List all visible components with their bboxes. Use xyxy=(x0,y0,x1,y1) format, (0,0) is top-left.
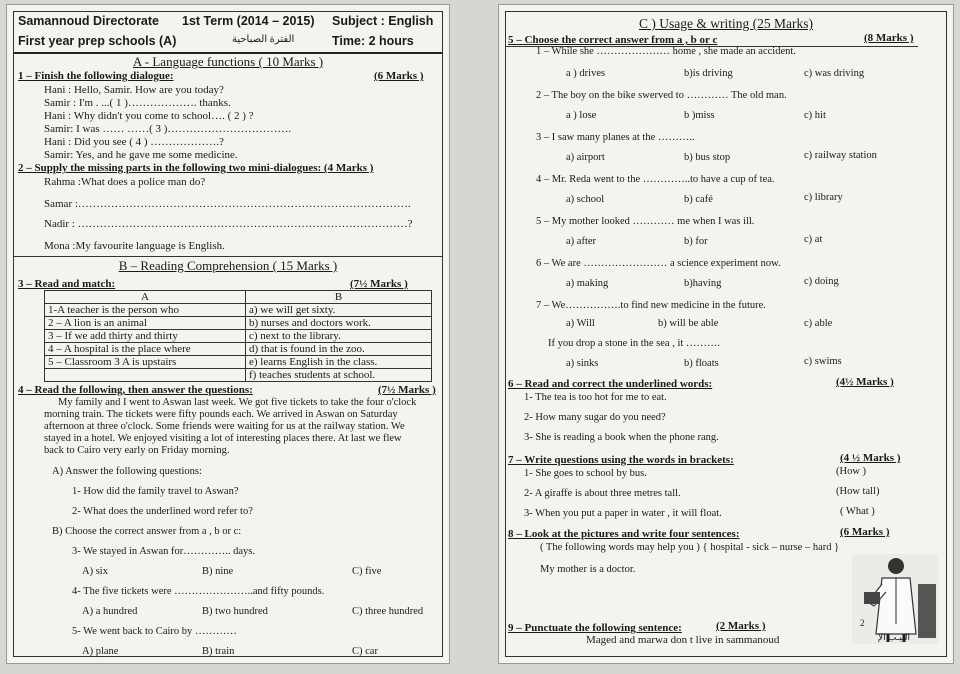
mc-question: 5- We went back to Cairo by ………… xyxy=(72,626,237,637)
match-b-cell: f) teaches students at school. xyxy=(246,369,432,382)
q7-label: 7 – Write questions using the words in brackets: xyxy=(508,454,734,466)
choice-option-c: c) library xyxy=(804,192,843,203)
q2-label: 2 – Supply the missing parts in the following two mini-dialogues: (4 Marks ) xyxy=(18,162,374,174)
choice-question: 1 – While she ………………… home , she made an accident. xyxy=(536,46,796,57)
q8-label: 8 – Look at the pictures and write four sentences: xyxy=(508,528,740,540)
dialogue-line: Samir: I was …… ……( 3 )……………………………. xyxy=(44,123,292,135)
q9-sentence: Maged and marwa don t live in sammanoud xyxy=(586,634,780,646)
dialogue-line: Hani : Why didn't you come to school…. ( 2 ) ? xyxy=(44,110,254,122)
q8-marks: (6 Marks ) xyxy=(840,526,890,538)
choice-option-c: c) able xyxy=(804,318,833,329)
footer-mark: 2 xyxy=(860,618,865,628)
mc-option-a: A) six xyxy=(82,566,108,577)
mc-option-c: C) car xyxy=(352,646,378,657)
q5-label: 5 – Choose the correct answer from a , b or c xyxy=(508,34,718,46)
match-col-a-header: A xyxy=(45,291,246,304)
choice-option-a: a) Will xyxy=(566,318,595,329)
mini-dialogue-line: Mona :My favourite language is English. xyxy=(44,240,225,252)
match-a-cell: 5 – Classroom 3 A is upstairs xyxy=(45,356,246,369)
match-a-cell: 2 – A lion is an animal xyxy=(45,317,246,330)
match-a-cell-empty xyxy=(45,369,246,382)
choice-question: 4 – Mr. Reda went to the …………..to have a cup of tea. xyxy=(536,174,775,185)
choice-option-a: a ) lose xyxy=(566,110,597,121)
choice-option-c: c) railway station xyxy=(804,150,877,161)
choice-option-b: b) will be able xyxy=(658,318,719,329)
question-sentence: 2- A giraffe is about three metres tall. xyxy=(524,488,681,499)
q3-marks: (7½ Marks ) xyxy=(350,278,408,290)
choice-question: 2 – The boy on the bike swerved to ………… The old man. xyxy=(536,90,787,101)
q6-marks: (4½ Marks ) xyxy=(836,376,894,388)
mc-option-c: C) three hundred xyxy=(352,606,424,617)
part-b-label: B) Choose the correct answer from a , b or c: xyxy=(52,526,242,537)
q8-hint: ( The following words may help you ) { hospital - sick – nurse – hard } xyxy=(540,542,840,553)
footer-arabic: التيـب الإ xyxy=(878,632,911,642)
match-table xyxy=(44,290,432,382)
arabic-period: الفترة الصباحية xyxy=(232,34,295,45)
choice-option-a: a) after xyxy=(566,236,597,247)
mc-question: 3- We stayed in Aswan for………….. days. xyxy=(72,546,255,557)
match-b-cell: a) we will get sixty. xyxy=(246,304,432,317)
choice-option-a: a) making xyxy=(566,278,609,289)
choice-question: 6 – We are …………………… a science experiment now. xyxy=(536,258,781,269)
q8-example: My mother is a doctor. xyxy=(540,564,636,575)
correct-item: 3- She is reading a book when the phone rang. xyxy=(524,432,719,443)
choice-option-a: a) sinks xyxy=(566,358,599,369)
dialogue-line: Samir: Yes, and he gave me some medicine. xyxy=(44,149,238,161)
choice-option-a: a ) drives xyxy=(566,68,606,79)
right-page xyxy=(498,4,954,664)
choice-option-c: c) swims xyxy=(804,356,842,367)
left-page xyxy=(6,4,450,664)
choice-option-c: c) doing xyxy=(804,276,839,287)
mc-option-c: C) five xyxy=(352,566,382,577)
passage-line: back to Cairo very early on Friday morning. xyxy=(44,445,230,456)
match-a-cell: 1-A teacher is the person who xyxy=(45,304,246,317)
directorate: Samannoud Directorate xyxy=(18,14,160,28)
term: 1st Term (2014 – 2015) xyxy=(182,14,315,28)
mc-option-b: B) two hundred xyxy=(202,606,268,617)
choice-question: 3 – I saw many planes at the ……….. xyxy=(536,132,695,143)
choice-option-b: b) bus stop xyxy=(684,152,731,163)
choice-option-b: b) floats xyxy=(684,358,719,369)
choice-option-b: b) café xyxy=(684,194,713,205)
mc-option-a: A) plane xyxy=(82,646,119,657)
mini-dialogue-line: Nadir : ………………………………………………………………………………? xyxy=(44,218,413,230)
mc-option-b: B) train xyxy=(202,646,235,657)
correct-item: 2- How many sugar do you need? xyxy=(524,412,666,423)
match-a-cell: 3 – If we add thirty and thirty xyxy=(45,330,246,343)
dialogue-line: Hani : Did you see ( 4 ) ……………….? xyxy=(44,136,224,148)
match-col-b-header: B xyxy=(246,291,432,304)
section-b-title: B – Reading Comprehension ( 15 Marks ) xyxy=(118,258,338,273)
question-a2: 2- What does the underlined word refer to? xyxy=(72,506,253,517)
subject: Subject : English xyxy=(332,14,434,28)
exam-time: Time: 2 hours xyxy=(332,34,414,48)
correct-item: 1- The tea is too hot for me to eat. xyxy=(524,392,667,403)
passage-line: afternoon at three o'clock. Some friends were waiting for us at the railway station. We xyxy=(44,421,405,432)
question-a1: 1- How did the family travel to Aswan? xyxy=(72,486,239,497)
q5-marks: (8 Marks ) xyxy=(864,32,914,44)
mini-dialogue-line: Samar :………………………………………………………………………………. xyxy=(44,198,411,210)
q3-label: 3 – Read and match: xyxy=(18,278,116,290)
match-b-cell: c) next to the library. xyxy=(246,330,432,343)
question-word: ( What ) xyxy=(840,506,875,517)
passage-line: stayed in a hotel. We enjoyed visiting a lot of interesting places there. At last we flew xyxy=(44,433,402,444)
match-b-cell: e) learns English in the class. xyxy=(246,356,432,369)
mini-dialogue-line: Rahma :What does a police man do? xyxy=(44,176,206,188)
dialogue-line: Samir : I'm . ...( 1 )………………. thanks. xyxy=(44,97,231,109)
q6-label: 6 – Read and correct the underlined words: xyxy=(508,378,713,390)
part-a-label: A) Answer the following questions: xyxy=(52,466,202,477)
section-c-title: C ) Usage & writing (25 Marks) xyxy=(639,16,813,31)
choice-option-b: b) for xyxy=(684,236,708,247)
q4-label: 4 – Read the following, then answer the questions: xyxy=(18,384,253,396)
choice-question: If you drop a stone in the sea , it ………. xyxy=(548,338,721,349)
passage-line: My family and I went to Aswan last week. We got five tickets to take the four o'clock xyxy=(58,397,417,408)
section-a-title: A - Language functions ( 10 Marks ) xyxy=(132,54,324,69)
match-b-cell: d) that is found in the zoo. xyxy=(246,343,432,356)
right-page-border xyxy=(505,11,947,657)
mc-question: 4- The five tickets were …………………..and fifty pounds. xyxy=(72,586,325,597)
section-divider xyxy=(14,256,442,257)
choice-question: 5 – My mother looked ………… me when I was ill. xyxy=(536,216,755,227)
choice-option-b: b )miss xyxy=(684,110,715,121)
choice-option-c: c) at xyxy=(804,234,823,245)
question-word: (How tall) xyxy=(836,486,880,497)
left-page-border xyxy=(13,11,443,657)
choice-option-c: c) was driving xyxy=(804,68,865,79)
doctor-figure-icon xyxy=(852,554,938,644)
q7-marks: (4 ½ Marks ) xyxy=(840,452,901,464)
choice-option-b: b)having xyxy=(684,278,722,289)
match-b-cell: b) nurses and doctors work. xyxy=(246,317,432,330)
dialogue-line: Hani : Hello, Samir. How are you today? xyxy=(44,84,224,96)
q9-label: 9 – Punctuate the following sentence: xyxy=(508,622,682,634)
q1-marks: (6 Marks ) xyxy=(374,70,424,82)
match-a-cell: 4 – A hospital is the place where xyxy=(45,343,246,356)
question-word: (How ) xyxy=(836,466,867,477)
mc-option-a: A) a hundred xyxy=(82,606,138,617)
choice-option-a: a) airport xyxy=(566,152,605,163)
choice-option-b: b)is driving xyxy=(684,68,733,79)
question-sentence: 1- She goes to school by bus. xyxy=(524,468,647,479)
passage-line: morning train. The tickets were fifty pounds each. We arrived in Aswan on Saturday xyxy=(44,409,398,420)
q1-label: 1 – Finish the following dialogue: xyxy=(18,70,174,82)
question-sentence: 3- When you put a paper in water , it will float. xyxy=(524,508,722,519)
q4-marks: (7½ Marks ) xyxy=(378,384,436,396)
choice-option-c: c) hit xyxy=(804,110,826,121)
choice-option-a: a) school xyxy=(566,194,605,205)
q9-marks: (2 Marks ) xyxy=(716,620,766,632)
choice-question: 7 – We…………….to find new medicine in the future. xyxy=(536,300,766,311)
mc-option-b: B) nine xyxy=(202,566,234,577)
schools: First year prep schools (A) xyxy=(18,34,177,48)
